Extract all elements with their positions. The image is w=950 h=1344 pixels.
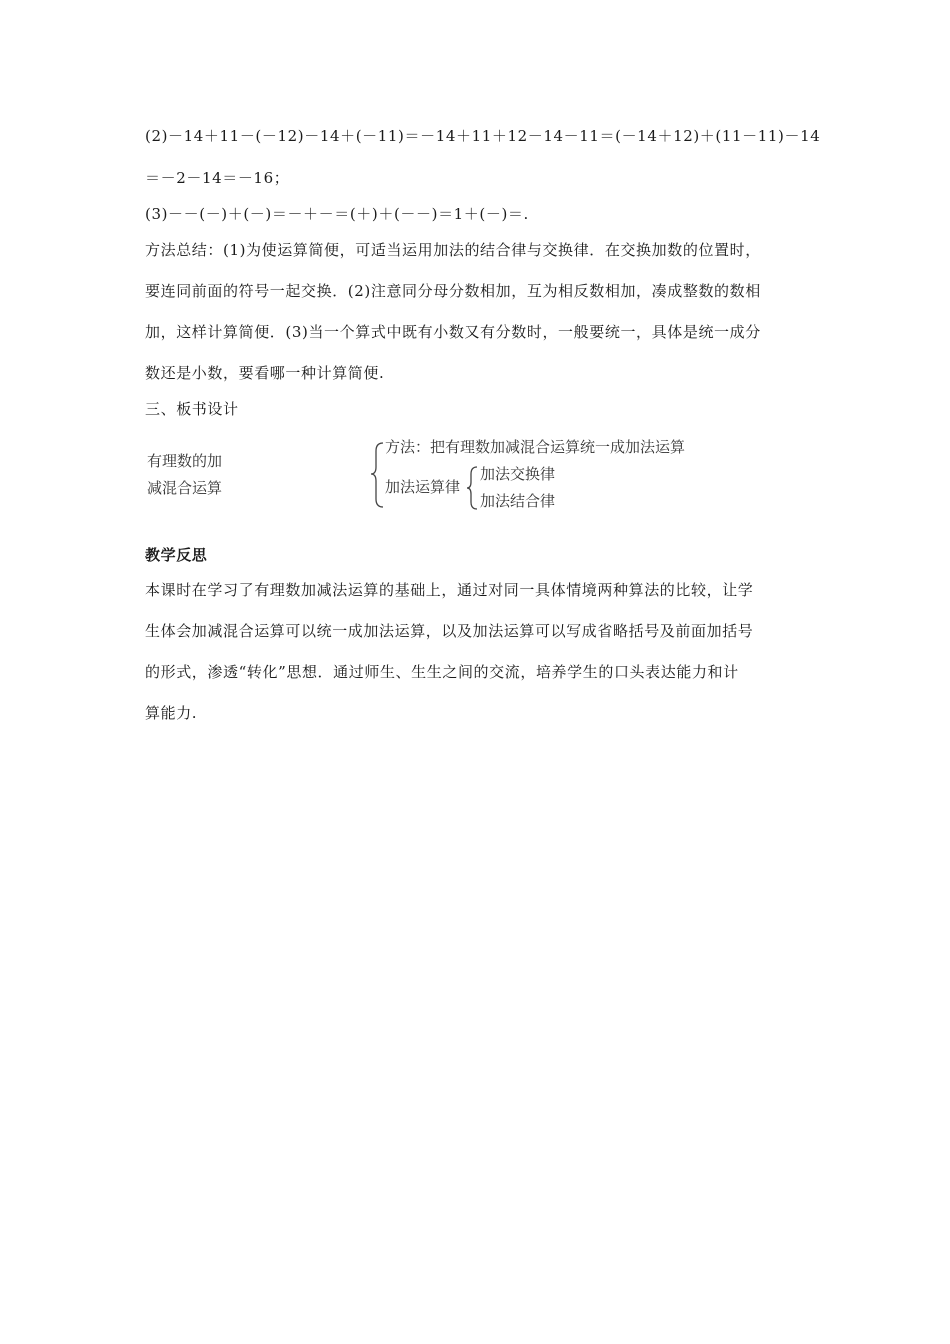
reflection-line2: 生体会加减混合运算可以统一成加法运算，以及加法运算可以写成省略括号及前面加括号 <box>145 622 754 640</box>
board-law-label: 加法运算律 <box>385 478 461 496</box>
board-design-diagram <box>145 433 686 515</box>
board-law-commutative: 加法交换律 <box>480 465 556 483</box>
main-brace <box>371 443 383 507</box>
solution-part3-line: (3)－－(－)＋(－)＝－＋－＝(＋)＋(－－)＝1＋(－)＝. <box>145 205 529 223</box>
law-brace <box>467 467 477 509</box>
method-summary-line2: 要连同前面的符号一起交换．(2)注意同分母分数相加，互为相反数相加，凑成整数的数相 <box>145 282 761 300</box>
board-law-associative: 加法结合律 <box>480 492 556 510</box>
method-summary-line3: 加，这样计算简便．(3)当一个算式中既有小数又有分数时，一般要统一，具体是统一成分 <box>145 323 761 341</box>
solution-part2-line1: (2)－14＋11－(－12)－14＋(－11)＝－14＋11＋12－14－11＝(－14＋12)＋(11－11)－14 <box>145 127 821 145</box>
reflection-line1: 本课时在学习了有理数加减法运算的基础上，通过对同一具体情境两种算法的比较，让学 <box>145 581 754 599</box>
reflection-line3: 的形式，渗透“转化”思想．通过师生、生生之间的交流，培养学生的口头表达能力和计 <box>145 663 739 681</box>
method-summary-line4: 数还是小数，要看哪一种计算简便. <box>145 364 385 382</box>
board-topic-line1: 有理数的加 <box>147 452 223 470</box>
solution-part2-line2: ＝－2－14＝－16； <box>145 169 290 187</box>
method-summary-line1: 方法总结：(1)为使运算简便，可适当运用加法的结合律与交换律．在交换加数的位置时， <box>145 241 761 259</box>
board-method-item: 方法：把有理数加减混合运算统一成加法运算 <box>385 438 686 456</box>
board-topic-line2: 减混合运算 <box>147 479 223 497</box>
reflection-title: 教学反思 <box>145 546 208 564</box>
reflection-line4: 算能力. <box>145 704 198 722</box>
board-design-title: 三、板书设计 <box>145 400 239 418</box>
